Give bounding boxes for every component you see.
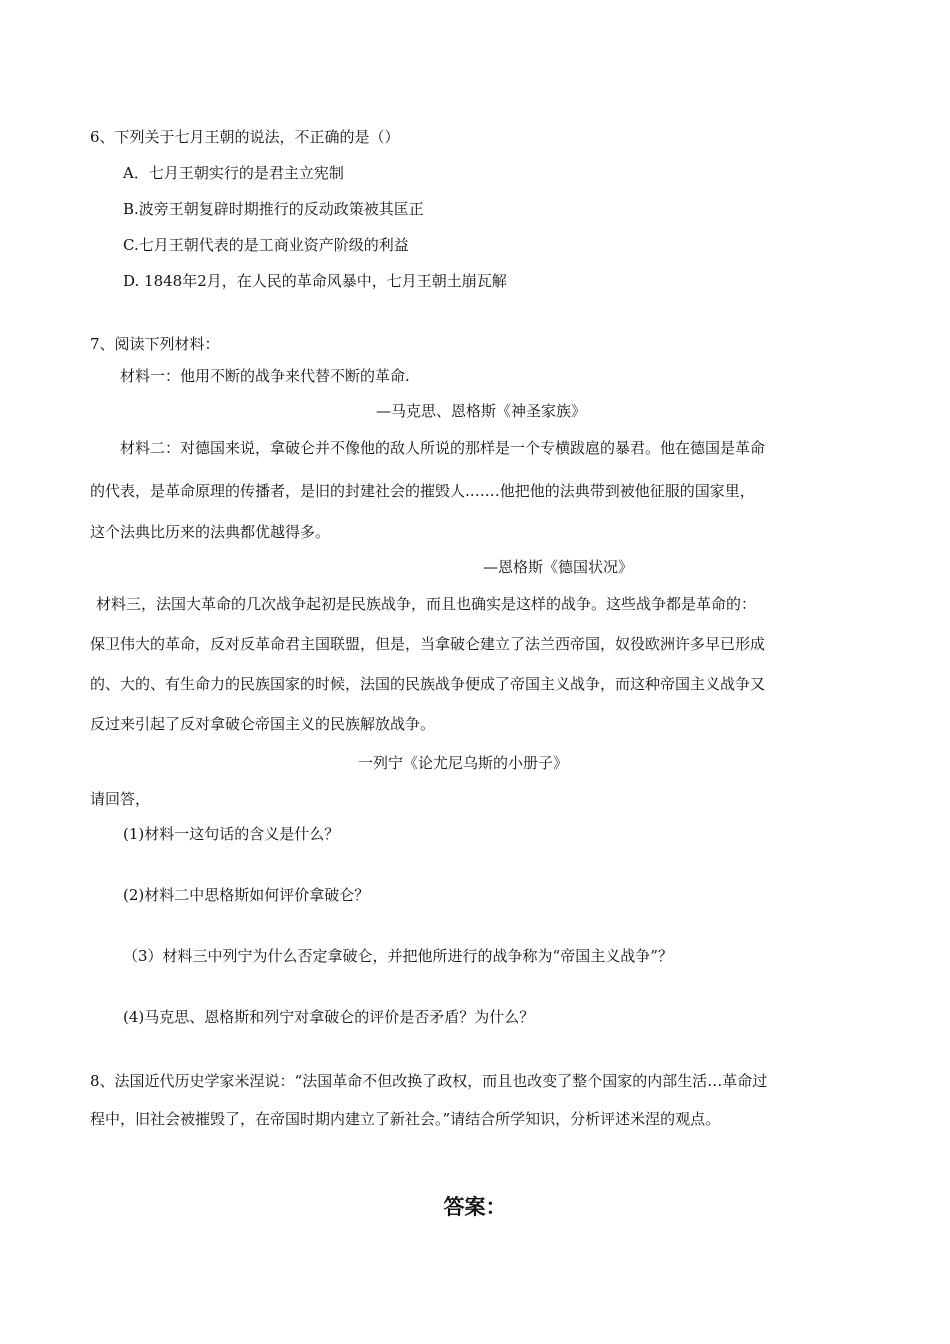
- q6-option-b: B.波旁王朝复辟时期推行的反动政策被其匡正: [123, 200, 424, 218]
- q7-subquestion-4: (4)马克思、恩格斯和列宁对拿破仑的评价是否矛盾？为什么？: [123, 1008, 535, 1026]
- q7-material-3-line: 的、大的、有生命力的民族国家的时候，法国的民族战争便成了帝国主义战争，而这种帝国主义战争又: [90, 675, 766, 693]
- q6-stem: 6、下列关于七月王朝的说法，不正确的是（）: [90, 128, 400, 146]
- q7-material-3-line: 反过来引起了反对拿破仑帝国主义的民族解放战争。: [90, 715, 436, 733]
- q6-option-d: D. 1848年2月，在人民的革命风暴中，七月王朝土崩瓦解: [123, 272, 507, 290]
- answer-heading: 答案：: [443, 1195, 507, 1219]
- q7-material-2-line: 材料二：对德国来说，拿破仑并不像他的敌人所说的那样是一个专横跋扈的暴君。他在德国是革命: [120, 439, 766, 457]
- q6-option-a: A．七月王朝实行的是君主立宪制: [123, 164, 344, 182]
- q7-material-1-source: —马克思、恩格斯《神圣家族》: [376, 402, 587, 420]
- q7-material-1: 材料一：他用不断的战争来代替不断的革命.: [120, 367, 410, 385]
- q7-subquestion-2: (2)材料二中思格斯如何评价拿破仑？: [123, 886, 370, 904]
- q7-prompt: 请回答，: [90, 790, 151, 808]
- q7-material-3-source: 一列宁《论尤尼乌斯的小册子》: [358, 754, 569, 772]
- q8-line: 程中，旧社会被摧毁了，在帝国时期内建立了新社会。”请结合所学知识，分析评述米涅的观点。: [90, 1110, 721, 1128]
- q6-option-c: C.七月王朝代表的是工商业资产阶级的利益: [123, 236, 409, 254]
- q7-subquestion-3: （3）材料三中列宁为什么否定拿破仑，并把他所进行的战争称为“帝国主义战争”？: [123, 947, 673, 965]
- q7-material-3-line: 保卫伟大的革命，反对反革命君主国联盟，但是，当拿破仑建立了法兰西帝国，奴役欧洲许多早已形成: [90, 635, 766, 653]
- q7-stem: 7、阅读下列材料：: [90, 335, 220, 353]
- q7-subquestion-1: (1)材料一这句话的含义是什么？: [123, 825, 340, 843]
- q8-line: 8、法国近代历史学家米涅说：“法国革命不但改换了政权，而且也改变了整个国家的内部生活…革命过: [90, 1072, 768, 1090]
- q7-material-2-source: —恩格斯《德国状况》: [483, 558, 634, 576]
- q7-material-2-line: 这个法典比历来的法典都优越得多。: [90, 523, 331, 541]
- q7-material-3-line: 材料三，法国大革命的几次战争起初是民族战争，而且也确实是这样的战争。这些战争都是革命的：: [96, 595, 757, 613]
- q7-material-2-line: 的代表，是革命原理的传播者，是旧的封建社会的摧毁人.……他把他的法典带到被他征服的国家里，: [90, 482, 755, 500]
